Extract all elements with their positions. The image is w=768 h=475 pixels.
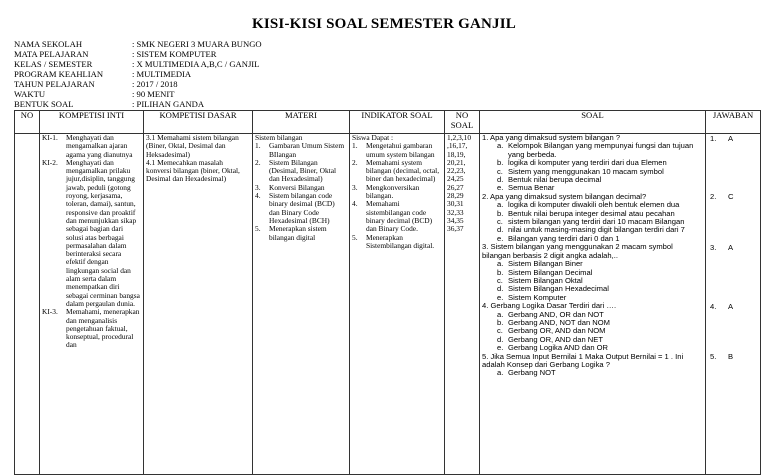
question <box>482 134 703 193</box>
answer-number: 3. <box>710 242 717 252</box>
header-soal: SOAL <box>480 111 706 134</box>
info-row <box>14 69 262 79</box>
indikator-item-text: Memahami sistembilangan code binary decimal (BCD) dan Binary Code. <box>366 199 433 234</box>
info-label: BENTUK SOAL <box>14 99 74 109</box>
info-label: NAMA SEKOLAH <box>14 39 83 49</box>
answer-number: 1. <box>710 133 717 143</box>
option-text: Bentuk nilai berupa decimal <box>508 175 602 185</box>
option-letter: c. <box>497 275 503 285</box>
indikator-item-number: 4. <box>352 199 358 209</box>
answer-letter: B <box>728 352 734 362</box>
option-text: Gerbang Logika AND dan OR <box>508 343 609 353</box>
info-label: MATA PELAJARAN <box>14 49 89 59</box>
option-text: Sistem Bilangan Oktal <box>508 275 583 285</box>
question-text: 4. Gerbang Logika Dasar Terdiri dari …. <box>482 301 617 311</box>
option-letter: a. <box>497 368 504 378</box>
indikator-item <box>352 142 442 159</box>
option-text: Kelompok Bilangan yang mempunyai fungsi dan tujuan yang berbeda. <box>508 141 694 159</box>
question-text: 1. Apa yang dimaksud system bilangan ? <box>482 133 621 142</box>
no-soal-line: 1,2,3,10 <box>447 133 472 142</box>
answer-number: 5. <box>710 352 717 362</box>
answer-option <box>482 142 703 159</box>
answer-key <box>710 135 733 143</box>
answer-key <box>710 244 733 252</box>
document-title: KISI-KISI SOAL SEMESTER GANJIL <box>251 16 516 32</box>
ki-code: KI-2. <box>42 157 58 167</box>
no-soal-line: 24,25 <box>447 174 464 184</box>
header-no-soal: NO SOAL <box>445 111 480 134</box>
indikator-item-text: Menerapkan Sistembilangan digital. <box>366 232 435 250</box>
ki-code: KI-1. <box>42 133 58 142</box>
materi-item <box>255 225 347 242</box>
header-indikator-soal: INDIKATOR SOAL <box>350 111 445 134</box>
ki-item <box>42 308 141 349</box>
info-row <box>14 79 262 89</box>
cell-jawaban <box>706 134 761 475</box>
option-letter: e. <box>497 343 504 353</box>
option-letter: d. <box>497 175 504 185</box>
info-value: : 90 MENIT <box>132 89 175 99</box>
no-soal-line: 32,33 <box>447 207 464 217</box>
indikator-item-text: Memahami system bilangan (decimal, octal, biner dan hexadecimal) <box>366 157 440 184</box>
info-label: PROGRAM KEAHLIAN <box>14 69 104 79</box>
answer-number: 2. <box>710 192 717 202</box>
question <box>482 193 703 243</box>
info-value: : SMK NEGERI 3 MUARA BUNGO <box>132 39 262 49</box>
option-letter: a. <box>497 259 504 269</box>
answer-key <box>710 193 733 201</box>
info-label: TAHUN PELAJARAN <box>14 79 95 89</box>
header-kompetisi-dasar: KOMPETISI DASAR <box>144 111 253 134</box>
option-text: nilai untuk masing-masing digit bilangan terdiri dari 7 <box>508 225 685 235</box>
indikator-item-text: Mengetahui gambaran umum system bilangan <box>366 141 435 159</box>
answer-option <box>482 369 703 377</box>
cell-kompetisi-inti <box>40 134 144 475</box>
header-no: NO <box>15 111 40 134</box>
no-soal-line: 18,19, <box>447 149 466 159</box>
materi-item-number: 4. <box>255 191 261 201</box>
option-letter: e. <box>497 183 504 193</box>
option-text: Sistem Bilangan Hexadecimal <box>508 284 609 294</box>
question-text: 5. Jika Semua Input Bernilai 1 Maka Output Bernilai = 1 . Ini adalah Konsep dari Gerbang Logika ? <box>482 351 684 369</box>
indikator-item-number: 1. <box>352 141 358 151</box>
cell-kompetisi-dasar <box>144 134 253 475</box>
no-soal-line: ,16,17, <box>447 141 468 151</box>
indikator-item-text: Mengkonversikan bilangan. <box>366 182 420 201</box>
ki-text: Menghayati dan mengamalkan ajaran agama yang dianutnya <box>66 133 133 159</box>
answer-key <box>710 353 733 361</box>
option-letter: b. <box>497 317 504 327</box>
option-letter: d. <box>497 225 504 235</box>
kd-item: 3.1 Memahami sistem bilangan (Biner, Oktal, Desimal dan Heksadesimal) <box>146 133 239 159</box>
option-text: Gerbang NOT <box>508 368 556 378</box>
no-soal-line: 20,21, <box>447 157 466 167</box>
header-info <box>14 39 262 109</box>
cell-no-soal <box>445 134 480 475</box>
ki-item <box>42 159 141 308</box>
cell-no <box>15 134 40 475</box>
materi-item-number: 3. <box>255 182 261 192</box>
materi-item-number: 2. <box>255 157 261 167</box>
option-text: Semua Benar <box>508 183 555 193</box>
option-text: Sistem yang menggunakan 10 macam symbol <box>508 166 664 176</box>
materi-item <box>255 192 347 225</box>
question-text: 2. Apa yang dimaksud system bilangan decimal? <box>482 191 647 201</box>
info-row <box>14 59 262 69</box>
kisi-kisi-table <box>14 110 761 475</box>
materi-intro: Sistem bilangan <box>255 133 303 142</box>
table-header-row <box>15 111 761 134</box>
option-letter: b. <box>497 267 504 277</box>
ki-text: Menghayati dan mengamalkan prilaku jujur,disiplin, tanggung jawab, peduli (gotong royong, kerjasama, toleran, damai), santun, responsive dan proaktif dan menunjukkan sikap sebagai bagian dari solusi atas berbagai permasalahan dalam berinteraksi secara efektif dengan lingkungan social dan alam serta dalam menempatkan diri sebagai cerminan bangsa dalam pergaulan dunia. <box>66 157 140 308</box>
info-value: : MULTIMEDIA <box>132 69 192 79</box>
info-row <box>14 89 262 99</box>
indikator-item-number: 3. <box>352 182 358 192</box>
no-soal-line: 22,23, <box>447 166 466 176</box>
no-soal-line: 26,27 <box>447 182 464 192</box>
answer-letter: A <box>728 301 734 311</box>
info-row <box>14 99 262 109</box>
option-text: Sistem Komputer <box>508 292 567 302</box>
answer-key <box>710 303 733 311</box>
no-soal-line: 28,29 <box>447 191 464 201</box>
question <box>482 302 703 352</box>
option-text: logika di komputer diwakili oleh bentuk elemen dua <box>508 200 680 210</box>
question <box>482 353 703 378</box>
indikator-item-number: 2. <box>352 157 358 167</box>
ki-code: KI-3. <box>42 307 58 317</box>
option-letter: d. <box>497 284 504 294</box>
no-soal-line: 34,35 <box>447 215 464 225</box>
option-text: Gerbang OR, AND dan NOM <box>508 326 606 336</box>
option-text: logika di komputer yang terdiri dari dua Elemen <box>508 158 667 168</box>
header-kompetisi-inti: KOMPETISI INTI <box>40 111 144 134</box>
info-row <box>14 39 262 49</box>
option-letter: e. <box>497 233 504 243</box>
option-text: Bilangan yang terdiri dari 0 dan 1 <box>508 233 620 243</box>
info-value: : PILIHAN GANDA <box>132 99 205 109</box>
materi-item-number: 1. <box>255 141 261 151</box>
indikator-item <box>352 234 442 251</box>
option-text: sistem bilangan yang terdiri dari 10 macam Bilangan <box>508 217 685 227</box>
option-text: Gerbang AND, NOT dan NOM <box>508 317 610 327</box>
indikator-item <box>352 200 442 233</box>
materi-item-text: Sistem Bilangan (Desimal, Biner, Oktal dan Hexadesimal) <box>269 157 337 184</box>
answer-letter: A <box>728 133 734 143</box>
option-text: Bentuk nilai berupa integer desimal atau pecahan <box>508 208 675 218</box>
option-letter: c. <box>497 326 503 336</box>
option-letter: a. <box>497 141 504 151</box>
no-soal-line: 30,31 <box>447 199 464 209</box>
no-soal-line: 36,37 <box>447 224 464 234</box>
cell-materi <box>253 134 350 475</box>
materi-item-text: Menerapkan sistem bilangan digital <box>269 224 327 242</box>
indikator-intro: Siswa Dapat : <box>352 133 394 142</box>
option-text: Sistem Bilangan Decimal <box>508 267 593 277</box>
info-label: WAKTU <box>14 89 46 99</box>
indikator-item-number: 5. <box>352 232 358 242</box>
question-text: 3. Sistem bilangan yang menggunakan 2 macam symbol bilangan berbasis 2 digit angka adalah,.. <box>482 242 673 260</box>
option-letter: b. <box>497 208 504 218</box>
option-text: Sistem Bilangan Biner <box>508 259 583 269</box>
ki-text: Memahami, menerapkan dan menganalisis pengetahuan faktual, konseptual, procedural dan <box>66 307 140 350</box>
answer-number: 4. <box>710 301 717 311</box>
answer-letter: A <box>728 242 734 252</box>
info-label: KELAS / SEMESTER <box>14 59 93 69</box>
answer-letter: C <box>728 192 734 202</box>
info-row <box>14 49 262 59</box>
header-jawaban: JAWABAN <box>706 111 761 134</box>
option-letter: b. <box>497 158 504 168</box>
option-letter: a. <box>497 200 504 210</box>
option-text: Gerbang OR, AND dan NET <box>508 334 603 344</box>
option-letter: d. <box>497 334 504 344</box>
info-value: : SISTEM KOMPUTER <box>132 49 217 59</box>
table-row <box>15 134 761 475</box>
materi-item <box>255 142 347 159</box>
option-text: Gerbang AND, OR dan NOT <box>508 309 604 319</box>
materi-item-text: Gambaran Umum Sistem BIlangan <box>269 141 345 159</box>
materi-item-text: Konversi Bilangan <box>269 182 325 192</box>
ki-item <box>42 134 141 159</box>
materi-item-text: Sistem bilangan code binary desimal (BCD) dan Binary Code Hexadesimal (BCH) <box>269 191 335 225</box>
option-letter: c. <box>497 166 503 176</box>
option-letter: c. <box>497 217 503 227</box>
info-value: : X MULTIMEDIA A,B,C / GANJIL <box>132 59 260 69</box>
info-value: : 2017 / 2018 <box>132 79 178 89</box>
indikator-item <box>352 159 442 184</box>
kd-item: 4.1 Memecahkan masalah konversi bilangan (biner, Oktal, Desimal dan Hexadesimal) <box>146 157 240 184</box>
materi-item <box>255 159 347 184</box>
option-letter: a. <box>497 309 504 319</box>
question <box>482 243 703 302</box>
header-materi: MATERI <box>253 111 350 134</box>
indikator-item <box>352 184 442 201</box>
option-letter: e. <box>497 292 504 302</box>
cell-indikator <box>350 134 445 475</box>
materi-item-number: 5. <box>255 224 261 234</box>
cell-soal <box>480 134 706 475</box>
